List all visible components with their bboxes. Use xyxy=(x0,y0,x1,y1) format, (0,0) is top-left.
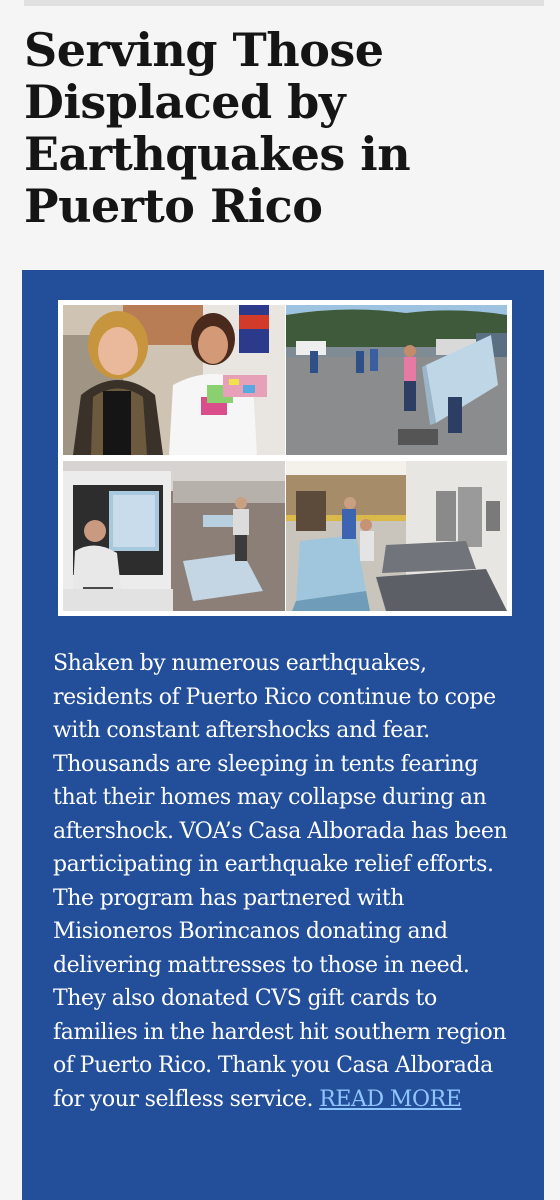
photo-carrying-mattresses xyxy=(286,305,507,455)
photo-collage[interactable] xyxy=(58,300,512,616)
read-more-link[interactable]: READ MORE xyxy=(319,1086,462,1112)
photo-mattress-storage xyxy=(286,461,507,611)
photo-women-with-gift-cards xyxy=(63,305,285,455)
article-body-text: Shaken by numerous earthquakes, residents of Puerto Rico continue to cope with constant aftershocks and fear. Thousands are sleeping in tents fearing that their homes may collapse during an aftershock. VOA’s Casa Alborada has been participating in earthquake relief efforts. The program has partnered with Misioneros Borincanos donating and delivering mattresses to those in need. They also donated CVS gift cards to families in the hardest hit southern region of Puerto Rico. Thank you Casa Alborada for your selfless service. xyxy=(53,651,508,1112)
photo-loading-van xyxy=(63,461,285,611)
top-divider xyxy=(24,0,544,6)
article-body xyxy=(53,647,523,1116)
article-card xyxy=(22,270,544,1200)
article-title: Serving Those Displaced by Earthquakes in Puerto Rico xyxy=(24,23,411,233)
